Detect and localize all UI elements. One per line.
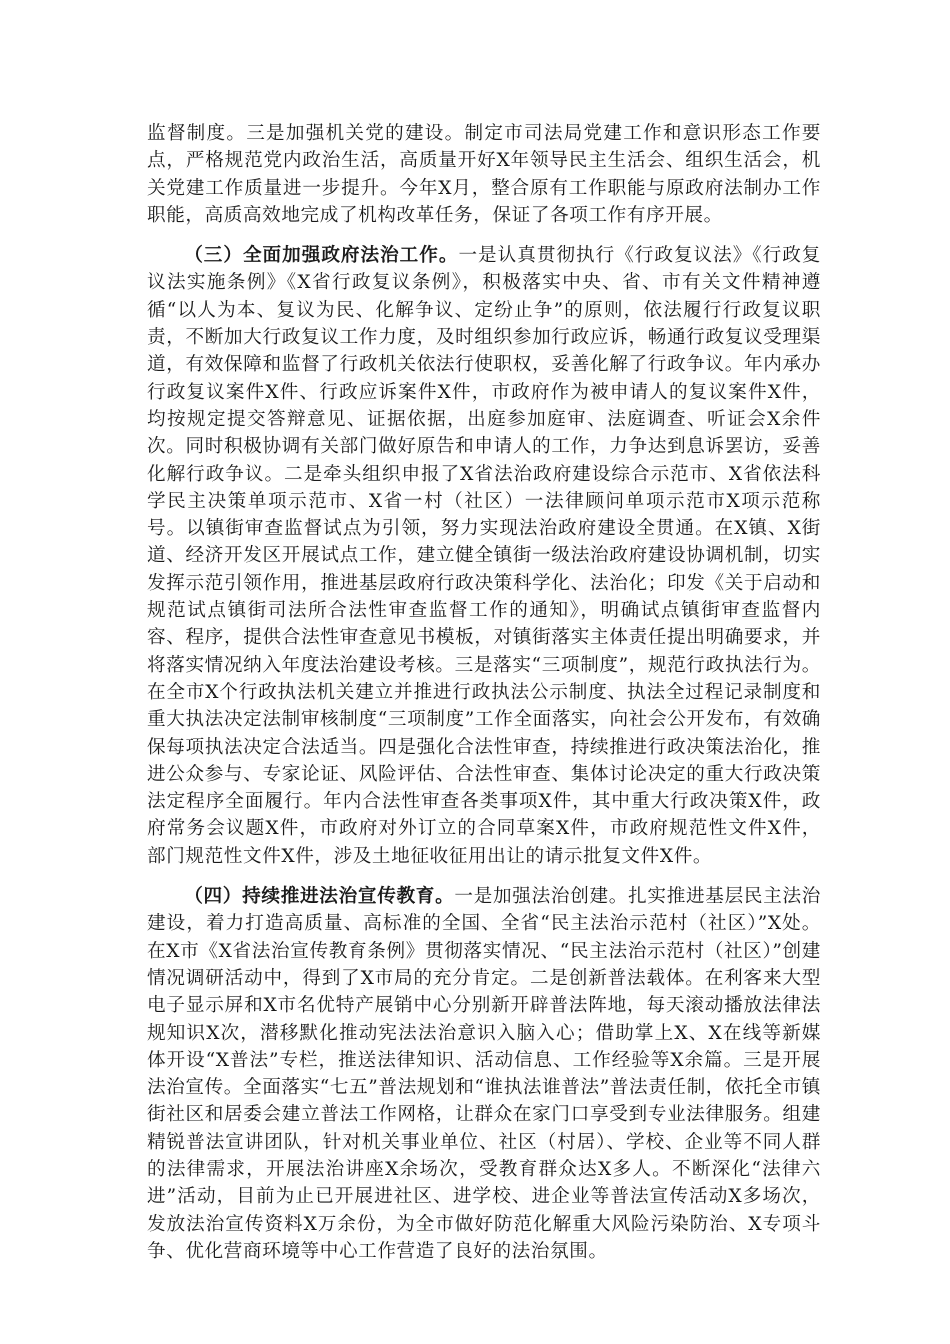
section-heading: （三）全面加强政府法治工作。 xyxy=(184,245,459,267)
paragraph-legal-publicity xyxy=(147,883,821,1265)
paragraph-rule-of-law-government xyxy=(147,242,821,870)
paragraph-gap xyxy=(147,870,821,883)
paragraph-gap xyxy=(147,229,821,242)
paragraph-party-building xyxy=(147,120,821,229)
section-heading: （四）持续推进法治宣传教育。 xyxy=(184,886,455,908)
paragraph-text: 一是认真贯彻执行《行政复议法》《行政复议法实施条例》《X省行政复议条例》，积极落实中央、省、市有关文件精神遵循“以人为本、复议为民、化解争议、定纷止争”的原则，依法履行行政复议职责，不断加大行政复议工作力度，及时组织参加行政应诉，畅通行政复议受理渠道，有效保障和监督了行政机关依法行使职权，妥善化解了行政争议。年内承办行政复议案件X件、行政应诉案件X件，市政府作为被申请人的复议案件X件，均按规定提交答辩意见、证据依据，出庭参加庭审、法庭调查、听证会X余件次。同时积极协调有关部门做好原告和申请人的工作，力争达到息诉罢访，妥善化解行政争议。二是牵头组织申报了X省法治政府建设综合示范市、X省依法科学民主决策单项示范市、X省一村（社区）一法律顾问单项示范市X项示范称号。以镇街审查监督试点为引领，努力实现法治政府建设全贯通。在X镇、X街道、经济开发区开展试点工作，建立健全镇街一级法治政府建设协调机制，切实发挥示范引领作用，推进基层政府行政决策科学化、法治化；印发《关于启动和规范试点镇街司法所合法性审查监督工作的通知》，明确试点镇街审查监督内容、程序，提供合法性审查意见书模板，对镇街落实主体责任提出明确要求，并将落实情况纳入年度法治建设考核。三是落实“三项制度”，规范行政执法行为。在全市X个行政执法机关建立并推进行政执法公示制度、执法全过程记录制度和重大执法决定法制审核制度“三项制度”工作全面落实，向社会公开发布，有效确保每项执法决定合法适当。四是强化合法性审查，持续推进行政决策法治化，推进公众参与、专家论证、风险评估、合法性审查、集体讨论决定的重大行政决策法定程序全面履行。年内合法性审查各类事项X件，其中重大行政决策X件，政府常务会议题X件，市政府对外订立的合同草案X件，市政府规范性文件X件，部门规范性文件X件，涉及土地征收征用出让的请示批复文件X件。 xyxy=(147,245,821,867)
document-page xyxy=(147,120,821,1265)
paragraph-text: 监督制度。三是加强机关党的建设。制定市司法局党建工作和意识形态工作要点，严格规范党内政治生活，高质量开好X年领导民主生活会、组织生活会，机关党建工作质量进一步提升。今年X月，整合原有工作职能与原政府法制办工作职能，高质高效地完成了机构改革任务，保证了各项工作有序开展。 xyxy=(147,123,821,226)
paragraph-text: 一是加强法治创建。扎实推进基层民主法治建设，着力打造高质量、高标准的全国、全省“民主法治示范村（社区）”X处。在X市《X省法治宣传教育条例》贯彻落实情况、“民主法治示范村（社区）”创建情况调研活动中，得到了X市局的充分肯定。二是创新普法载体。在利客来大型电子显示屏和X市名优特产展销中心分别新开辟普法阵地，每天滚动播放法律法规知识X次，潜移默化推动宪法法治意识入脑入心；借助掌上X、X在线等新媒体开设“X普法”专栏，推送法律知识、活动信息、工作经验等X余篇。三是开展法治宣传。全面落实“七五”普法规划和“谁执法谁普法”普法责任制，依托全市镇街社区和居委会建立普法工作网格，让群众在家门口享受到专业法律服务。组建精锐普法宣讲团队，针对机关事业单位、社区（村居）、学校、企业等不同人群的法律需求，开展法治讲座X余场次，受教育群众达X多人。不断深化“法律六进”活动，目前为止已开展进社区、进学校、进企业等普法宣传活动X多场次，发放法治宣传资料X万余份，为全市做好防范化解重大风险污染防治、X专项斗争、优化营商环境等中心工作营造了良好的法治氛围。 xyxy=(147,886,822,1262)
